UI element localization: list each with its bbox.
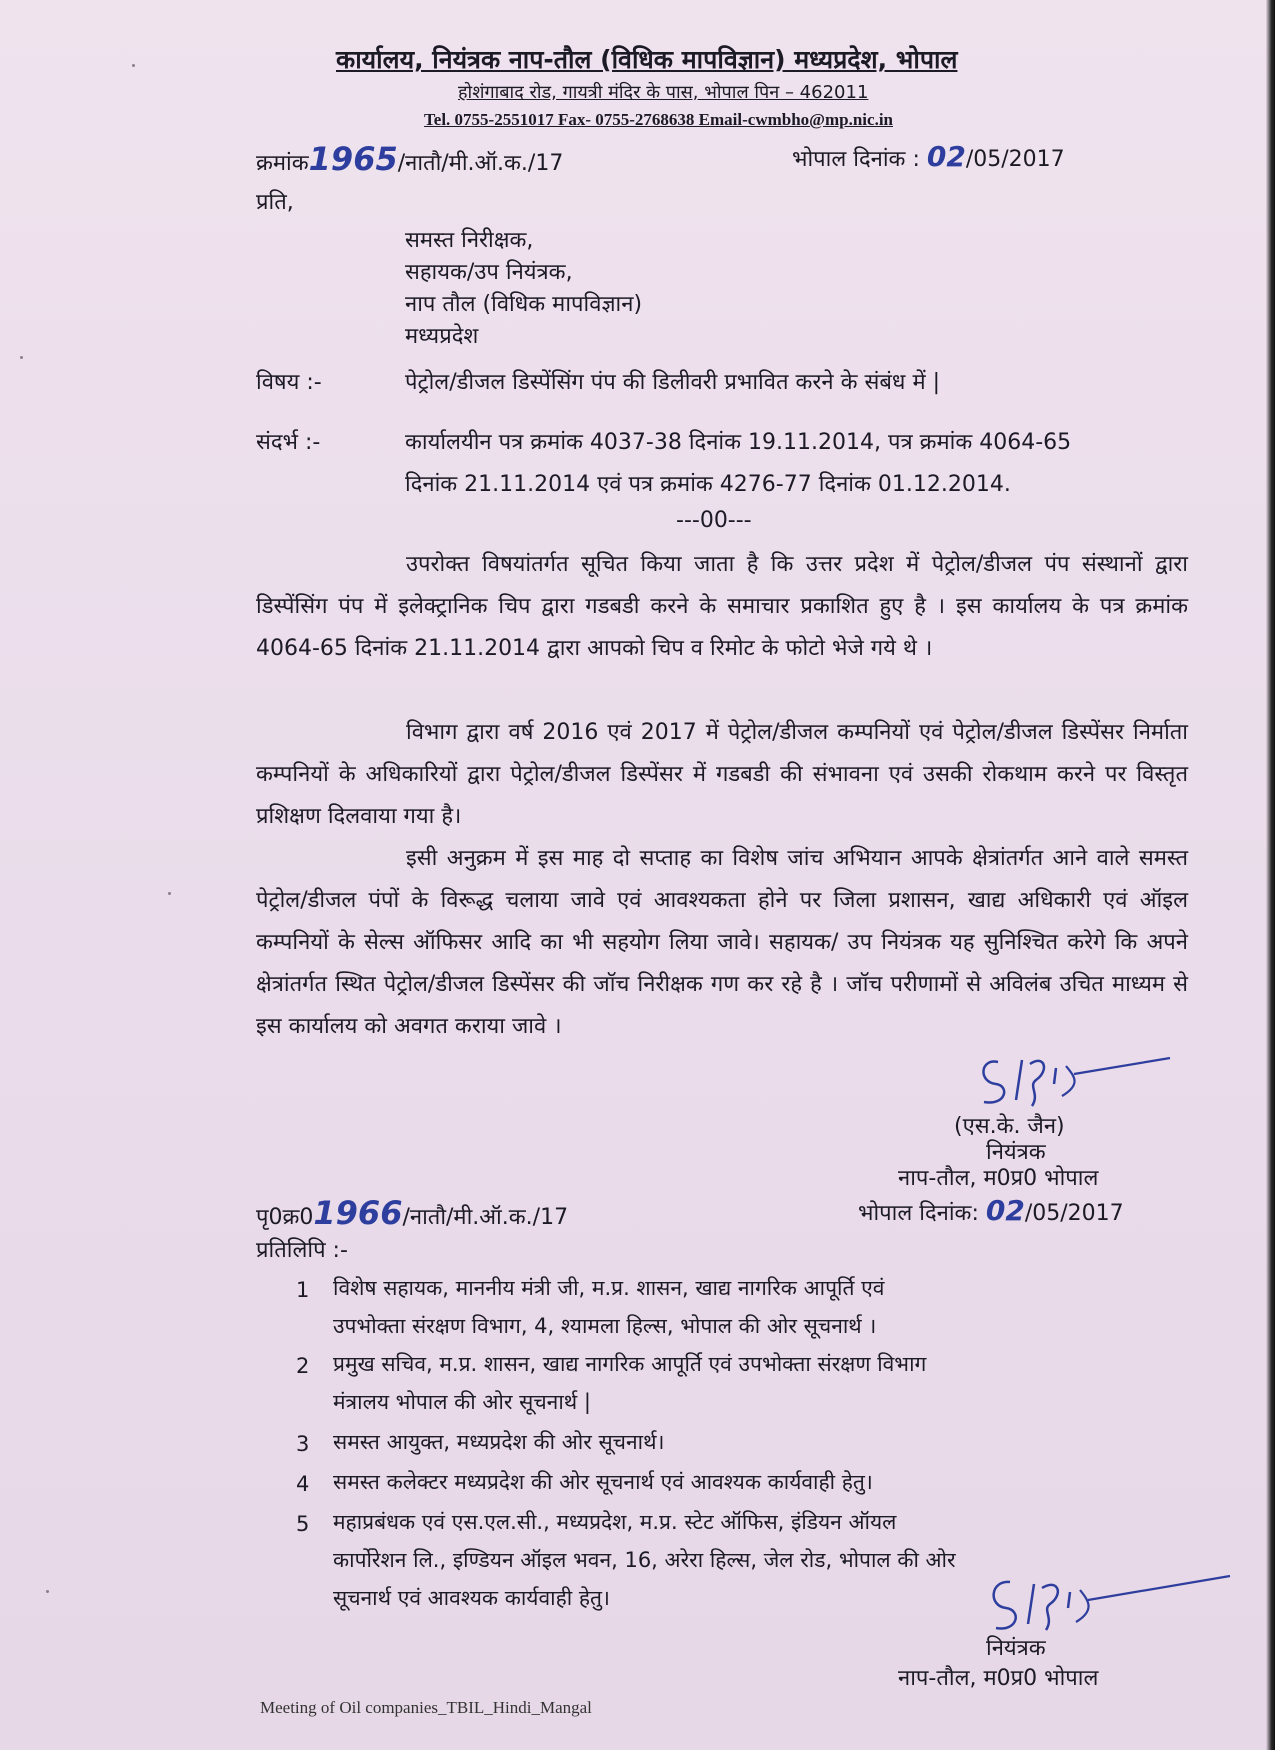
reference-line-2: दिनांक 21.11.2014 एवं पत्र क्रमांक 4276-77 दिनांक 01.12.2014.: [405, 472, 1011, 497]
to-label: प्रति,: [256, 190, 294, 215]
copy-item-number: 5: [296, 1512, 310, 1536]
subject-text: पेट्रोल/डीजल डिस्पेंसिंग पंप की डिलीवरी प्रभावित करने के संबंध में |: [405, 370, 941, 395]
ref-date-day-handwritten: 02: [926, 140, 966, 173]
signatory-2-office: नाप-तौल, म0प्र0 भोपाल: [898, 1666, 1099, 1691]
office-address: होशंगाबाद रोड, गायत्री मंदिर के पास, भोपाल पिन – 462011: [458, 82, 869, 103]
scan-edge-shadow: [1266, 0, 1275, 1750]
endorsement-date-line: [858, 1194, 1124, 1227]
signatory-2-designation: नियंत्रक: [986, 1636, 1046, 1661]
copy-item-4-line-1: समस्त कलेक्टर मध्यप्रदेश की ओर सूचनार्थ एवं आवश्यक कार्यवाही हेतु।: [333, 1470, 873, 1494]
ref-suffix: /नातौ/मी.ऑ.क./17: [397, 151, 564, 176]
scan-speck: [20, 356, 23, 359]
ref-number-handwritten: 1965: [308, 140, 398, 178]
reference-line-1: कार्यालयीन पत्र क्रमांक 4037-38 दिनांक 19.11.2014, पत्र क्रमांक 4064-65: [405, 430, 1072, 455]
paragraph-text: इसी अनुक्रम में इस माह दो सप्ताह का विशेष जांच अभियान आपके क्षेत्रांतर्गत आने वाले समस्त पेट्रोल/डीजल पंपों के विरूद्ध चलाया जावे एवं आवश्यकता होने पर जिला प्रशासन, खाद्य अधिकारी एवं ऑइल कम्पनियों के सेल्स ऑफिसर आदि का भी सहयोग लिया जावे। सहायक/ उप नियंत्रक यह सुनिश्चित करेगे कि अपने क्षेत्रांतर्गत स्थित पेट्रोल/डीजल डिस्पेंसर की जॉच निरीक्षक गण कर रहे है । जॉच परीणामों से अविलंब उचित माध्यम से इस कार्यालय को अवगत कराया जावे ।: [256, 846, 1188, 1039]
copy-item-3-line-1: समस्त आयुक्त, मध्यप्रदेश की ओर सूचनार्थ।: [333, 1430, 665, 1454]
copy-item-5-line-1: महाप्रबंधक एवं एस.एल.सी., मध्यप्रदेश, म.प्र. स्टेट ऑफिस, इंडियन ऑयल: [333, 1510, 897, 1534]
endorsement-prefix: पृ0क्र0: [256, 1205, 314, 1230]
copy-item-5-line-2: कार्पोरेशन लि., इण्डियन ऑइल भवन, 16, अरेरा हिल्स, जेल रोड, भोपाल की ओर: [333, 1548, 956, 1572]
office-contact: Tel. 0755-2551017 Fax- 0755-2768638 Email-cwmbho@mp.nic.in: [424, 110, 893, 129]
signatory-designation: नियंत्रक: [986, 1140, 1046, 1165]
recipient-line: नाप तौल (विधिक मापविज्ञान): [405, 292, 643, 317]
ref-date-line: [792, 140, 1065, 173]
office-name-heading: कार्यालय, नियंत्रक नाप-तौल (विधिक मापविज्ञान) मध्यप्रदेश, भोपाल: [336, 45, 958, 74]
copy-item-5-line-3: सूचनार्थ एवं आवश्यक कार्यवाही हेतु।: [333, 1586, 610, 1610]
signatory-name: (एस.के. जैन): [954, 1114, 1065, 1139]
copy-item-number: 3: [296, 1432, 310, 1456]
ref-date-label: भोपाल दिनांक :: [792, 147, 920, 172]
copy-item-2-line-1: प्रमुख सचिव, म.प्र. शासन, खाद्य नागरिक आपूर्ति एवं उपभोक्ता संरक्षण विभाग: [333, 1352, 927, 1376]
recipient-line: मध्यप्रदेश: [405, 324, 479, 349]
endorsement-number-line: [256, 1194, 568, 1232]
copy-item-number: 1: [296, 1278, 310, 1302]
copy-item-2-line-2: मंत्रालय भोपाल की ओर सूचनार्थ |: [333, 1390, 591, 1414]
ref-date-rest: /05/2017: [965, 147, 1065, 172]
copy-item-1-line-2: उपभोक्ता संरक्षण विभाग, 4, श्यामला हिल्स, भोपाल की ओर सूचनार्थ ।: [333, 1314, 877, 1338]
copy-item-1-line-1: विशेष सहायक, माननीय मंत्री जी, म.प्र. शासन, खाद्य नागरिक आपूर्ति एवं: [333, 1276, 885, 1300]
recipient-line: समस्त निरीक्षक,: [405, 228, 534, 253]
recipient-line: सहायक/उप नियंत्रक,: [405, 260, 573, 285]
copy-label: प्रतिलिपि :-: [256, 1238, 348, 1263]
ref-prefix: क्रमांक: [256, 151, 309, 176]
paragraph-text: उपरोक्त विषयांतर्गत सूचित किया जाता है कि उत्तर प्रदेश में पेट्रोल/डीजल पंप संस्थानों द्वारा डिस्पेंसिंग पंप में इलेक्ट्रानिक चिप द्वारा गडबडी करने के समाचार प्रकाशित हुए है । इस कार्यालय के पत्र क्रमांक 4064-65 दिनांक 21.11.2014 द्वारा आपको चिप व रिमोट के फोटो भेजे गये थे ।: [256, 552, 1188, 661]
separator: ---00---: [676, 508, 752, 533]
endorsement-date-label: भोपाल दिनांक:: [858, 1201, 979, 1226]
copy-item-number: 4: [296, 1472, 310, 1496]
subject-label: विषय :-: [256, 370, 322, 395]
footer-note: Meeting of Oil companies_TBIL_Hindi_Mangal: [260, 1698, 592, 1717]
signatory-office: नाप-तौल, म0प्र0 भोपाल: [898, 1166, 1099, 1191]
endorsement-date-day-handwritten: 02: [985, 1194, 1025, 1227]
endorsement-suffix: /नातौ/मी.ऑ.क./17: [402, 1205, 569, 1230]
endorsement-date-rest: /05/2017: [1024, 1201, 1124, 1226]
paragraph-text: विभाग द्वारा वर्ष 2016 एवं 2017 में पेट्रोल/डीजल कम्पनियों एवं पेट्रोल/डीजल डिस्पेंसर निर्माता कम्पनियों के अधिकारियों द्वारा पेट्रोल/डीजल डिस्पेंसर में गडबडी की संभावना एवं उसकी रोकथाम करने पर विस्तृत प्रशिक्षण दिलवाया गया है।: [256, 720, 1188, 829]
ref-number-line: [256, 140, 563, 178]
endorsement-number-handwritten: 1966: [313, 1194, 403, 1232]
body-paragraph-1: [256, 544, 1188, 670]
body-paragraph-2: [256, 712, 1188, 838]
scan-speck: [132, 64, 135, 67]
signature-1: [970, 1040, 1180, 1120]
copy-item-number: 2: [296, 1354, 310, 1378]
reference-label: संदर्भ :-: [256, 430, 321, 455]
scan-speck: [46, 1590, 49, 1593]
scan-speck: [168, 892, 171, 895]
body-paragraph-3: [256, 838, 1188, 1048]
